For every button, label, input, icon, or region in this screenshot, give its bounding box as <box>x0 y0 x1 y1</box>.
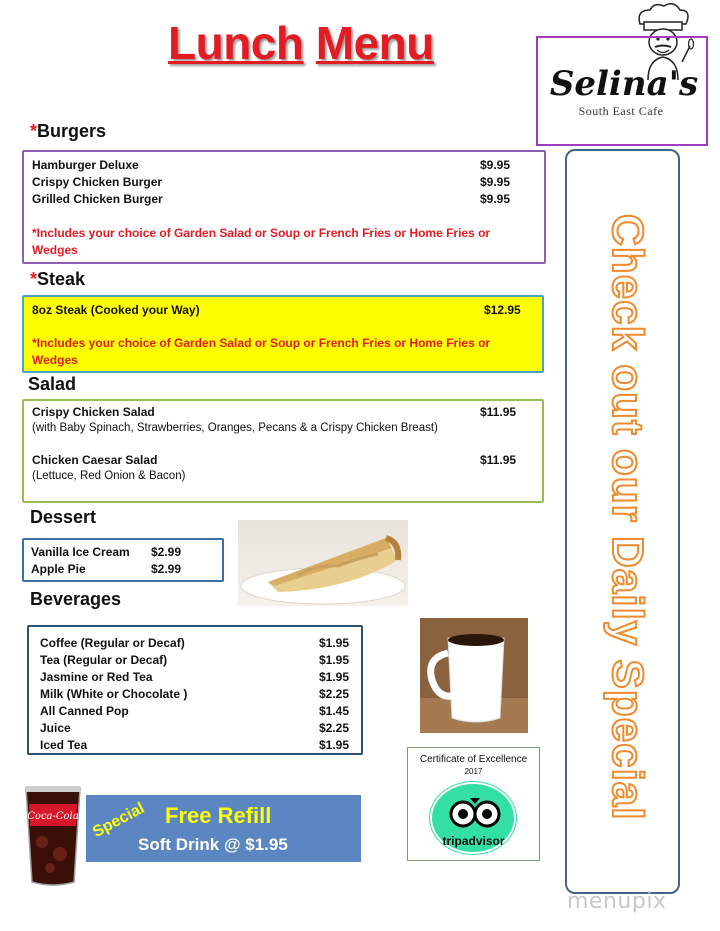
burger-item-price: $9.95 <box>480 175 511 189</box>
salad-item-name: Chicken Caesar Salad <box>32 453 158 467</box>
menu-title-m: M <box>315 17 354 69</box>
beverage-item-name: Milk (White or Chocolate ) <box>40 687 188 701</box>
beverages-box <box>27 625 363 755</box>
burger-item-name: Grilled Chicken Burger <box>32 192 163 206</box>
certificate-year: 2017 <box>464 767 483 776</box>
tripadvisor-wordmark: tripadvisor <box>442 834 505 848</box>
beverage-item-price: $1.95 <box>319 653 350 667</box>
salad-heading: Salad <box>28 374 77 394</box>
burger-item-price: $9.95 <box>480 192 511 206</box>
apple-pie-image <box>238 520 408 606</box>
burgers-note-line2: Wedges <box>32 243 78 257</box>
beverage-item-name: Juice <box>40 721 71 735</box>
beverage-item-price: $1.95 <box>319 636 350 650</box>
beverage-item-name: Iced Tea <box>40 738 88 752</box>
beverage-item-price: $2.25 <box>319 687 350 701</box>
coffee-cup-image <box>420 618 528 733</box>
steak-item-price: $12.95 <box>484 303 521 317</box>
beverages-heading: Beverages <box>30 589 122 609</box>
dessert-item-price: $2.99 <box>151 545 182 559</box>
dessert-box <box>22 538 224 582</box>
salad-item-price: $11.95 <box>480 453 517 467</box>
burger-item-name: Crispy Chicken Burger <box>32 175 163 189</box>
menupix-watermark: menupix <box>567 889 667 914</box>
certificate-title: Certificate of Excellence <box>419 754 528 765</box>
beverage-item-name: All Canned Pop <box>40 704 129 718</box>
daily-special-text: Check out our Daily Special <box>603 214 652 821</box>
beverage-item-price: $1.45 <box>319 704 350 718</box>
burgers-box <box>22 150 546 264</box>
burgers-heading <box>30 121 106 142</box>
menu-title-lunch: Lunch <box>168 17 304 69</box>
beverage-item-price: $2.25 <box>319 721 350 735</box>
beverage-item-price: $1.95 <box>319 670 350 684</box>
menu-title-enu: enu <box>353 17 434 69</box>
salad-box <box>22 399 544 503</box>
dessert-item-name: Vanilla Ice Cream <box>31 545 130 559</box>
logo-name: Selina's <box>549 64 699 104</box>
burgers-star: * <box>30 121 38 141</box>
steak-note-line1: *Includes your choice of Garden Salad or Soup or French Fries or Home Fries or <box>32 336 491 350</box>
steak-note-line2: Wedges <box>32 353 78 367</box>
coca-cola-cup-icon <box>22 782 84 890</box>
refill-subtitle: Soft Drink @ $1.95 <box>138 835 288 854</box>
burger-item-price: $9.95 <box>480 158 511 172</box>
burgers-title: Burgers <box>37 121 107 141</box>
beverage-item-name: Tea (Regular or Decaf) <box>40 653 168 667</box>
logo-box <box>536 36 708 146</box>
steak-title: Steak <box>37 269 86 289</box>
beverage-item-price: $1.95 <box>319 738 350 752</box>
burger-item-name: Hamburger Deluxe <box>32 158 139 172</box>
logo-subtitle: South East Cafe <box>578 104 664 118</box>
burgers-note-line1: *Includes your choice of Garden Salad or Soup or French Fries or Home Fries or <box>32 226 491 240</box>
salad-item-desc: (Lettuce, Red Onion & Bacon) <box>32 470 186 482</box>
refill-title: Free Refill <box>165 803 272 828</box>
certificate-of-excellence <box>407 747 540 861</box>
refill-special-label: Special <box>90 799 148 842</box>
beverage-item-name: Jasmine or Red Tea <box>40 670 153 684</box>
menu-title <box>168 16 434 70</box>
steak-item-name: 8oz Steak (Cooked your Way) <box>32 303 200 317</box>
beverage-item-name: Coffee (Regular or Decaf) <box>40 636 185 650</box>
dessert-item-price: $2.99 <box>151 562 182 576</box>
salad-item-price: $11.95 <box>480 405 517 419</box>
dessert-item-name: Apple Pie <box>31 562 86 576</box>
steak-box <box>22 295 544 373</box>
steak-heading <box>30 269 85 290</box>
salad-item-desc: (with Baby Spinach, Strawberries, Oranges, Pecans & a Crispy Chicken Breast) <box>32 422 438 434</box>
svg-text:Coca-Cola: Coca-Cola <box>27 811 79 822</box>
dessert-heading: Dessert <box>30 507 97 527</box>
salad-item-name: Crispy Chicken Salad <box>32 405 155 419</box>
steak-star: * <box>30 269 38 289</box>
